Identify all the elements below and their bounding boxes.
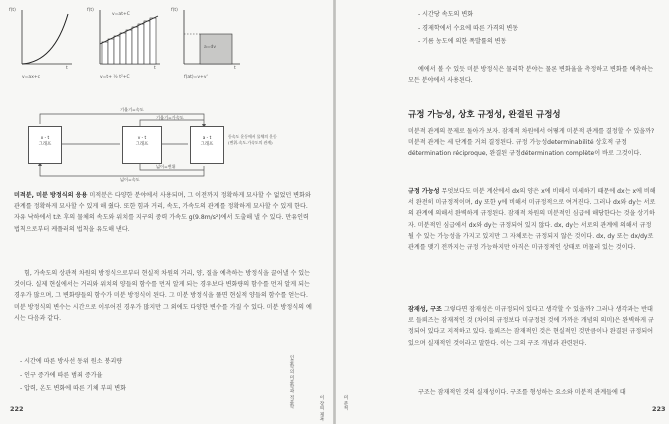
graph2-top-eq: v=at+C (112, 12, 130, 17)
left-example-list (20, 355, 280, 396)
right-para-c-text: 그렇다면 잠재성은 미규정되어 있다고 생각할 수 있을까? 그러나 생각과는 반대로 들뢰즈는 잠재적인 것 (차이의 규정보다 미규정된 것에 가까운 개념의 의미)은 완벽하게 규정되어 있다고 지적하고 있다. 들뢰즈는 잠재적인 것은 현실적인 것만큼이나 완결된 규정되어 있으며 실재적인 것이라고 말한다. 이는 그의 구조 개념과 관련된다. (408, 306, 654, 347)
box-xt-sub: 그래프 (38, 142, 52, 147)
right-para-b-text: 무엇보다도 미분 계산에서 dx의 양은 x에 비해서 미세하기 때문에 dx는 x에 비해서 완전히 미규정적이며, dy 또한 y에 비해서 미규정적으로 여겨진다. 그러나 dx와 dy는 서로의 관계에 의해서 완벽하게 규정된다. 잠재적 차원의 미분적인 심급에 해당한다는 것을 상기하자. 미분적인 심급에서 dx와 dy는 규정되어 있지 않다. dx, dy는 서로의 관계에 의해서 규정될 수 있는 가능성을 가지고 있지만 그 자체로는 규정되지 않은 것이다. dx, dy 또는 dx/dy로 관계를 맺기 전까지는 규정 가능하지만 아직은 미규정적인 상태로 머물러 있는 것이다. (408, 188, 656, 252)
label-top-inner: 기울기=가속도 (156, 115, 184, 120)
list-item: - 인구 증가에 따른 범죄 증가율 (20, 369, 280, 383)
graph2-f-label: f(t) (87, 8, 94, 13)
right-page-number: 223 (652, 405, 666, 413)
left-para-2: 힘, 가속도의 상관적 차원의 방정식으로부터 현실적 차원의 거리, 양, 질을 예측하는 방정식을 끌어낼 수 있는 것이다. 실제 현실에서는 거리와 위치의 양들의 함수를 먼저 알게 되는 경우보다 변화량의 함수를 먼저 알게 되는 경우가 많으며, 그 변화량들의 함수가 미분 방정식이 된다. 그 미분 방정식을 풀면 현실적 양들의 함수를 얻는다. 미분 방정식의 변수는 시간으로 이루어진 경우가 많지만 그 외에도 다양한 변수를 가질 수 있다. 미분 방정식의 예시는 다음과 같다. (14, 270, 312, 322)
left-para-1 (14, 190, 312, 235)
relationship-diagram (28, 104, 277, 184)
heading-virtuality: 잠재성, 구조 (408, 306, 442, 313)
graph-curve (9, 8, 74, 80)
box-xt-title: x - t (40, 136, 50, 141)
list-item: - 경제학에서 수요에 따른 가격의 변동 (418, 22, 658, 36)
list-item: - 기름 농도에 의한 폭발률의 변동 (418, 35, 658, 49)
right-running-small: 미 분적 (343, 395, 348, 411)
right-example-list (418, 8, 658, 49)
graph3-inner: a=dv (204, 45, 217, 50)
label-bottom-outer: 넓이=속도 (120, 177, 140, 182)
right-para-d: 구조는 잠재적인 것의 실재성이다. 구조를 형성하는 요소와 미분적 관계들에 대 (418, 389, 626, 396)
area-plot (176, 8, 244, 70)
graph1-f-label: f(t) (9, 8, 16, 13)
right-intro-para: 예에서 볼 수 있듯 미분 방정식은 물리학 분야는 물론 변화율을 측정하고 변화를 예측하는 모든 분야에서 사용된다. (408, 66, 654, 85)
diagram-note-1: 등속도 운동에서 물체의 운동 (228, 134, 277, 139)
staircase-plot (92, 8, 164, 70)
left-running-small: 이 장의 제목 (319, 395, 324, 421)
section-title: 규정 가능성, 상호 규정성, 완결된 규정성 (408, 110, 561, 120)
graph1-caption: v=ax+c (22, 75, 41, 80)
right-para-a: 미분적 관계의 문제로 돌아가 보자. 잠재적 차원에서 어떻게 미분적 관계를 결정할 수 있을까? 미분적 관계는 세 단계를 거쳐 결정된다. 규정 가능성determinabilité 상호적 규정détermination réciproque, 완결된 규정détermination complète이 바로 그것이다. (408, 128, 655, 158)
box-at-title: a - t (202, 136, 212, 141)
right-page (336, 0, 669, 424)
heading-determinability: 규정 가능성 (408, 188, 440, 195)
box-vt (122, 126, 162, 164)
box-vt-sub: 그래프 (135, 142, 149, 147)
diagram-note-2: (변위-속도-가속도의 관계) (228, 140, 273, 145)
left-para-1-text: 미적분은 다양한 분야에서 사용되며, 그 이전까지 정확하게 묘사할 수 없었던 변화와 관계를 정확하게 묘사할 수 있게 해 줬다. 또한 힘과 거리, 속도, 가속도의 관계를 정확하게 묘사할 수 있게 한다. 자유 낙하에서 t초 후의 물체의 속도와 위치를 지구의 중력 가속도 g(9.8m/s²)에서 도출해 낼 수 있다. 만유인력 법칙으로부터 케플러의 법칙을 유도해 낸다. (14, 192, 311, 233)
graph-area (171, 8, 244, 80)
list-item: - 시간에 따른 방사선 동위 원소 붕괴량 (20, 355, 280, 369)
left-running-title: 인문학의 미분학과 적분학 (289, 355, 294, 409)
graph2-t-label: t (154, 66, 156, 71)
list-item: - 압력, 온도 변화에 따른 기체 부피 변화 (20, 382, 280, 396)
right-para-b (408, 186, 656, 253)
left-page (0, 0, 333, 424)
box-vt-title: v - t (137, 136, 147, 141)
graph2-caption: v=t+ ½ t²+C (100, 75, 130, 80)
box-at (190, 126, 224, 164)
graph3-caption: f(at)=v+v' (184, 75, 208, 80)
box-xt (28, 126, 62, 164)
graph3-f-label: f(t) (171, 8, 178, 13)
graph1-t-label: t (66, 66, 68, 71)
right-para-c (408, 304, 656, 349)
graph3-t-label: t (234, 66, 236, 71)
curve-plot (14, 8, 74, 70)
graph-staircase (87, 8, 164, 80)
label-top-outer: 기울기=속도 (120, 107, 144, 112)
left-page-number: 222 (10, 405, 24, 413)
list-item: - 시간당 속도의 변화 (418, 8, 658, 22)
box-at-sub: 그래프 (200, 142, 214, 147)
left-heading: 미적분, 미분 방정식의 응용 (14, 192, 88, 199)
label-bottom-inner: 넓이=변위 (156, 164, 176, 169)
